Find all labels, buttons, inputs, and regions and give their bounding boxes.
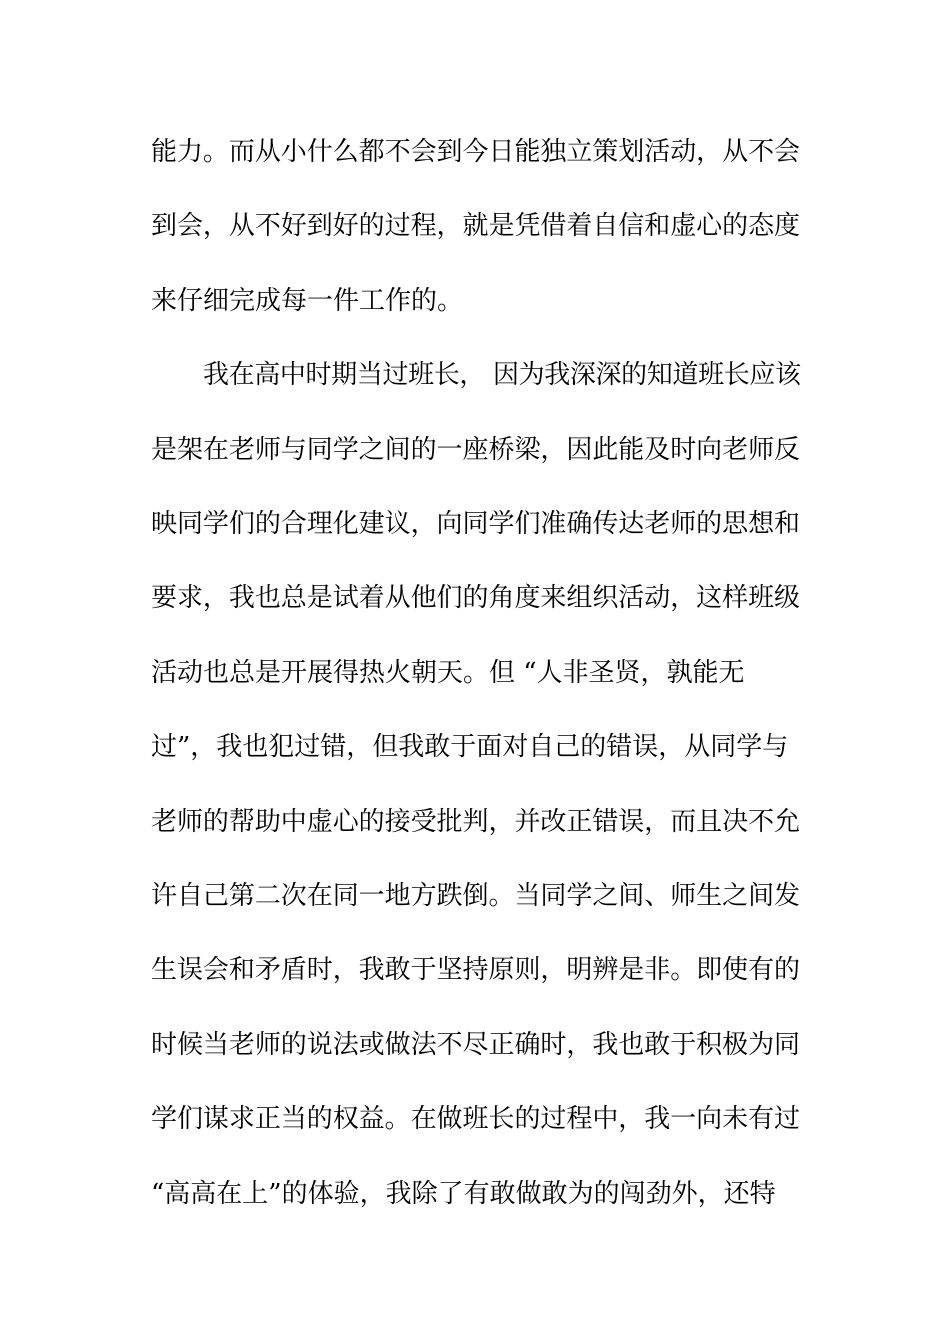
text-line-3: 来仔细完成每一件工作的。 <box>151 286 464 316</box>
text-line-13: 时候当老师的说法或做法不尽正确时，我也敢于积极为同 <box>151 1030 801 1060</box>
text-line-5: 是架在老师与同学之间的一座桥梁，因此能及时向老师反 <box>151 435 801 465</box>
text-line-14: 学们谋求正当的权益。在做班长的过程中，我一向未有过 <box>151 1104 801 1134</box>
text-line-10: 老师的帮助中虚心的接受批判，并改正错误，而且决不允 <box>151 807 801 837</box>
text-line-9: 过”，我也犯过错，但我敢于面对自己的错误，从同学与 <box>151 732 789 762</box>
text-line-6: 映同学们的合理化建议，向同学们准确传达老师的思想和 <box>151 509 801 539</box>
text-line-8: 活动也总是开展得热火朝天。但 “人非圣贤，孰能无 <box>151 658 745 688</box>
text-line-7: 要求，我也总是试着从他们的角度来组织活动，这样班级 <box>151 583 801 613</box>
text-line-12: 生误会和矛盾时，我敢于坚持原则，明辨是非。即使有的 <box>151 955 801 985</box>
text-line-1: 能力。而从小什么都不会到今日能独立策划活动，从不会 <box>151 137 801 167</box>
text-line-4: 我在高中时期当过班长， 因为我深深的知道班长应该 <box>203 360 801 390</box>
text-line-2: 到会，从不好到好的过程，就是凭借着自信和虚心的态度 <box>151 211 801 241</box>
text-line-15: “高高在上”的体验，我除了有敢做敢为的闯劲外，还特 <box>151 1179 776 1209</box>
text-line-11: 许自己第二次在同一地方跌倒。当同学之间、师生之间发 <box>151 881 801 911</box>
